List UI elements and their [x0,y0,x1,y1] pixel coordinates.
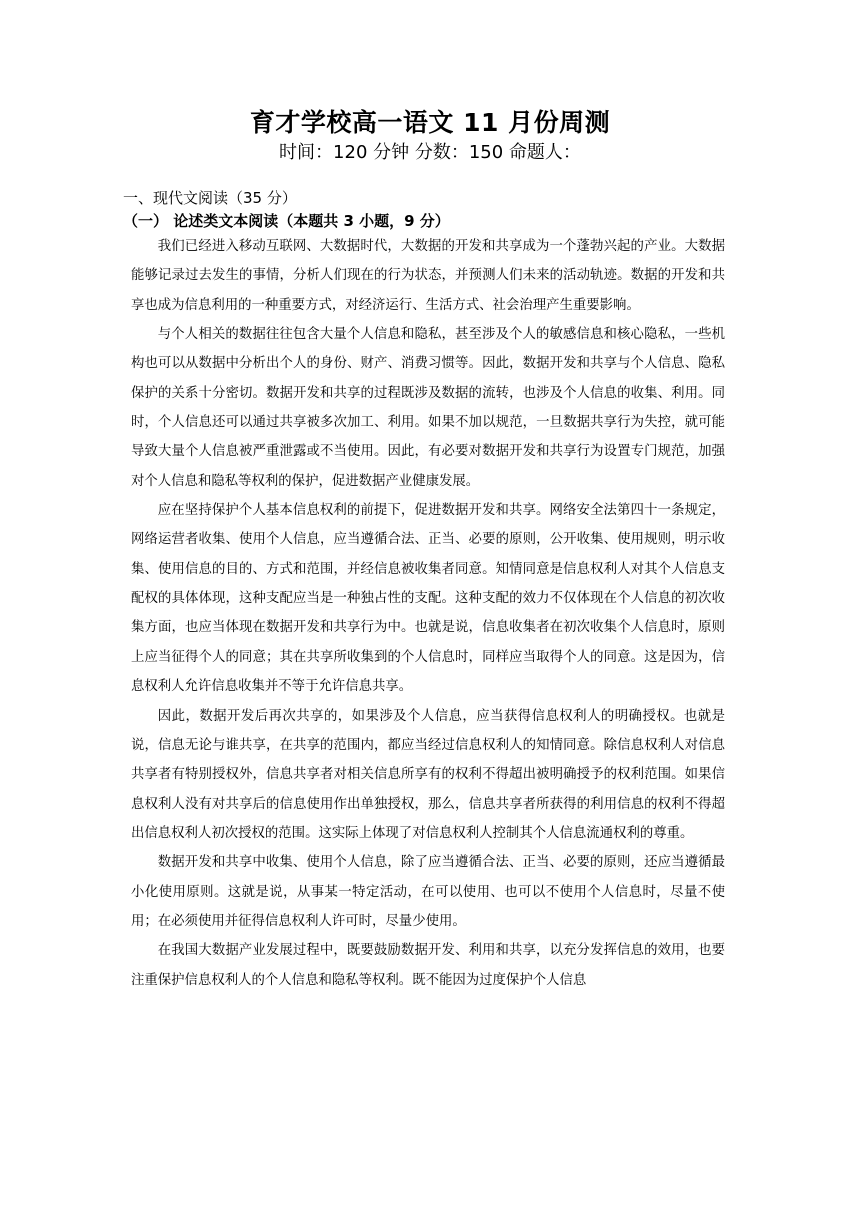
reading-passage [131,232,725,995]
paragraph-5: 数据开发和共享中收集、使用个人信息，除了应当遵循合法、正当、必要的原则，还应当遵循最小化使用原则。这就是说，从事某一特定活动，在可以使用、也可以不使用个人信息时，尽量不使用；在必须使用并征得信息权利人许可时，尽量少使用。 [131,855,725,929]
paragraph-3: 应在坚持保护个人基本信息权利的前提下，促进数据开发和共享。网络安全法第四十一条规定，网络运营者收集、使用个人信息，应当遵循合法、正当、必要的原则，公开收集、使用规则，明示收集、使用信息的目的、方式和范围，并经信息被收集者同意。知情同意是信息权利人对其个人信息支配权的具体体现，这种支配应当是一种独占性的支配。这种支配的效力不仅体现在个人信息的初次收集方面，也应当体现在数据开发和共享行为中。也就是说，信息收集者在初次收集个人信息时，原则上应当征得个人的同意；其在共享所收集到的个人信息时，同样应当取得个人的同意。这是因为，信息权利人允许信息收集并不等于允许信息共享。 [131,503,725,695]
paragraph-6: 在我国大数据产业发展过程中，既要鼓励数据开发、利用和共享，以充分发挥信息的效用，也要注重保护信息权利人的个人信息和隐私等权利。既不能因为过度保护个人信息 [131,943,725,988]
section-heading: 一、现代文阅读（35 分） [123,189,297,207]
subsection-heading: （一） 论述类文本阅读（本题共 3 小题，9 分） [123,212,450,230]
paragraph-2: 与个人相关的数据往往包含大量个人信息和隐私，甚至涉及个人的敏感信息和核心隐私，一些机构也可以从数据中分析出个人的身份、财产、消费习惯等。因此，数据开发和共享与个人信息、隐私保护的关系十分密切。数据开发和共享的过程既涉及数据的流转，也涉及个人信息的收集、利用。同时，个人信息还可以通过共享被多次加工、利用。如果不加以规范，一旦数据共享行为失控，就可能导致大量个人信息被严重泄露或不当使用。因此，有必要对数据开发和共享行为设置专门规范，加强对个人信息和隐私等权利的保护，促进数据产业健康发展。 [131,327,725,489]
page-title: 育才学校高一语文 11 月份周测 [249,108,611,137]
paragraph-4: 因此，数据开发后再次共享的，如果涉及个人信息，应当获得信息权利人的明确授权。也就是说，信息无论与谁共享，在共享的范围内，都应当经过信息权利人的知情同意。除信息权利人对信息共享者有特别授权外，信息共享者对相关信息所享有的权利不得超出被明确授予的权利范围。如果信息权利人没有对共享后的信息使用作出单独授权，那么，信息共享者所获得的利用信息的权利不得超出信息权利人初次授权的范围。这实际上体现了对信息权利人控制其个人信息流通权利的尊重。 [131,708,725,841]
exam-info: 时间：120 分钟 分数：150 命题人： [279,142,581,163]
paragraph-1: 我们已经进入移动互联网、大数据时代，大数据的开发和共享成为一个蓬勃兴起的产业。大数据能够记录过去发生的事情，分析人们现在的行为状态，并预测人们未来的活动轨迹。数据的开发和共享也成为信息利用的一种重要方式，对经济运行、生活方式、社会治理产生重要影响。 [131,239,725,313]
